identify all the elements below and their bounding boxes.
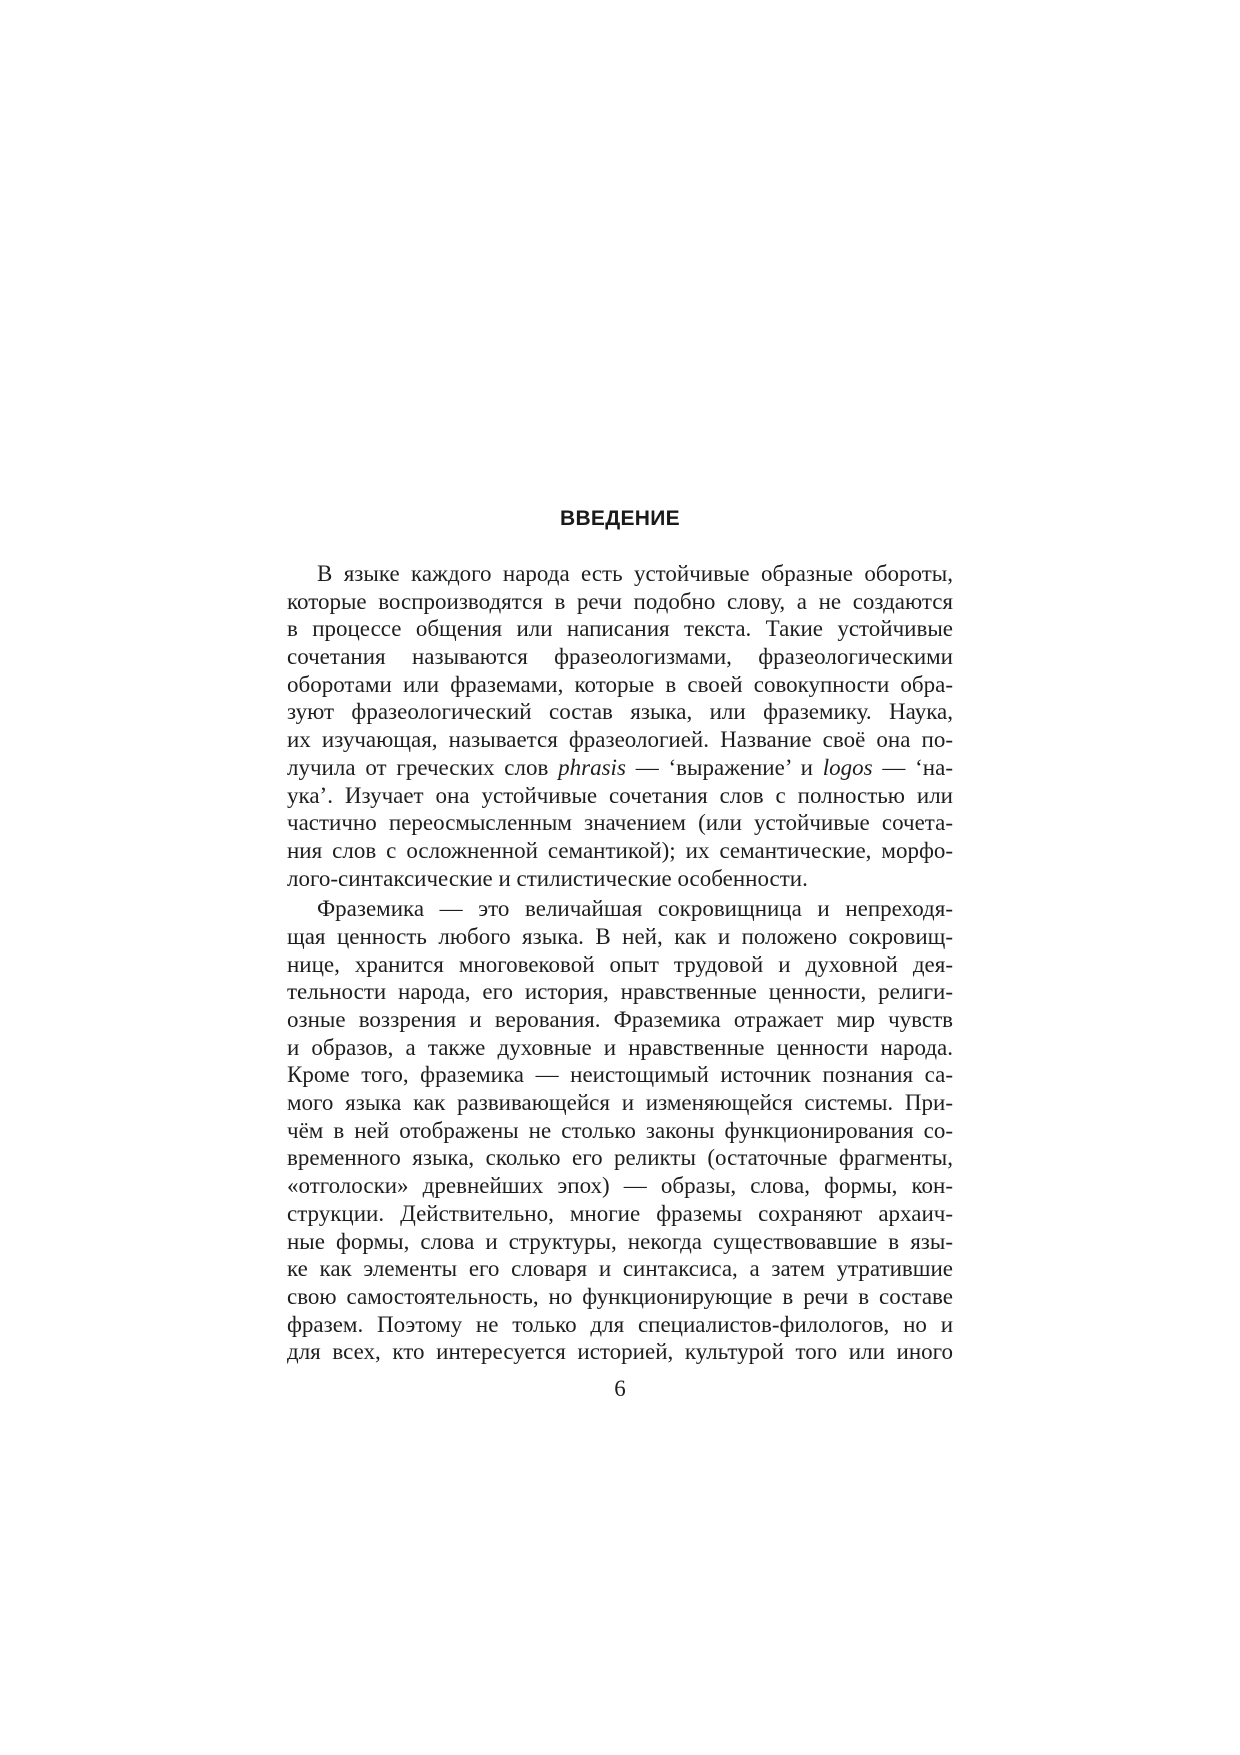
paragraph-1	[287, 560, 953, 892]
text-line: нице, хранится многовековой опыт трудовой и духовной дея-	[287, 951, 953, 977]
text-line: озные воззрения и верования. Фраземика отражает мир чувств	[287, 1007, 953, 1032]
text-line: частично переосмысленным значением (или устойчивые сочета-	[287, 810, 953, 836]
text-line: Кроме того, фраземика — неистощимый источник познания са-	[287, 1062, 953, 1088]
text-line: В языке каждого народа есть устойчивые образные обороты,	[317, 561, 953, 586]
text-line: лого-синтаксические и стилистические особенности.	[287, 865, 808, 891]
text-line: ке как элементы его словаря и синтаксиса, а затем утратившие	[287, 1256, 953, 1282]
text-line: оборотами или фраземами, которые в своей совокупности обра-	[287, 671, 953, 697]
text-line: свою самостоятельность, но функционирующие в речи в составе	[287, 1283, 953, 1309]
page-number: 6	[614, 1376, 626, 1401]
text-line-with-italics	[287, 754, 953, 782]
text-line: ния слов с осложненной семантикой); их семантические, морфо-	[287, 837, 953, 863]
text-line: Фраземика — это величайшая сокровищница и непреходя-	[317, 896, 953, 922]
text-line: чём в ней отображены не столько законы функционирования со-	[287, 1117, 953, 1143]
italic-term-phrasis: phrasis	[558, 754, 626, 780]
text-fragment: — ‘на-	[872, 754, 953, 780]
chapter-heading: ВВЕДЕНИЕ	[560, 507, 680, 530]
text-line: «отголоски» древнейших эпох) — образы, слова, формы, кон-	[287, 1173, 953, 1199]
text-line: струкции. Действительно, многие фраземы сохраняют архаич-	[287, 1200, 953, 1226]
text-line: в процессе общения или написания текста. Такие устойчивые	[287, 616, 953, 642]
body-text	[287, 560, 953, 1366]
text-line: ука’. Изучает она устойчивые сочетания слов с полностью или	[287, 782, 953, 808]
text-line: мого языка как развивающейся и изменяющейся системы. При-	[287, 1090, 953, 1116]
text-line: их изучающая, называется фразеологией. Название своё она по-	[287, 727, 953, 753]
text-fragment: — ‘выражение’ и	[625, 754, 823, 780]
text-line: фразем. Поэтому не только для специалистов-филологов, но и	[287, 1311, 953, 1337]
text-line: зуют фразеологический состав языка, или фраземику. Наука,	[287, 699, 953, 725]
text-line: для всех, кто интересуется историей, культурой того или иного	[287, 1339, 953, 1365]
text-line: и образов, а также духовные и нравственные ценности народа.	[287, 1034, 953, 1060]
text-line: ные формы, слова и структуры, некогда существовавшие в язы-	[287, 1228, 953, 1254]
paragraph-2	[287, 895, 953, 1366]
text-line: сочетания называются фразеологизмами, фразеологическими	[287, 644, 953, 670]
italic-term-logos: logos	[822, 754, 873, 780]
text-line: которые воспроизводятся в речи подобно слову, а не создаются	[287, 588, 953, 614]
text-line: тельности народа, его история, нравственные ценности, религи-	[287, 979, 953, 1005]
text-line: временного языка, сколько его реликты (остаточные фрагменты,	[287, 1145, 953, 1171]
text-fragment: лучила от греческих слов	[287, 754, 559, 780]
text-line: щая ценность любого языка. В ней, как и положено сокровищ-	[287, 923, 953, 949]
